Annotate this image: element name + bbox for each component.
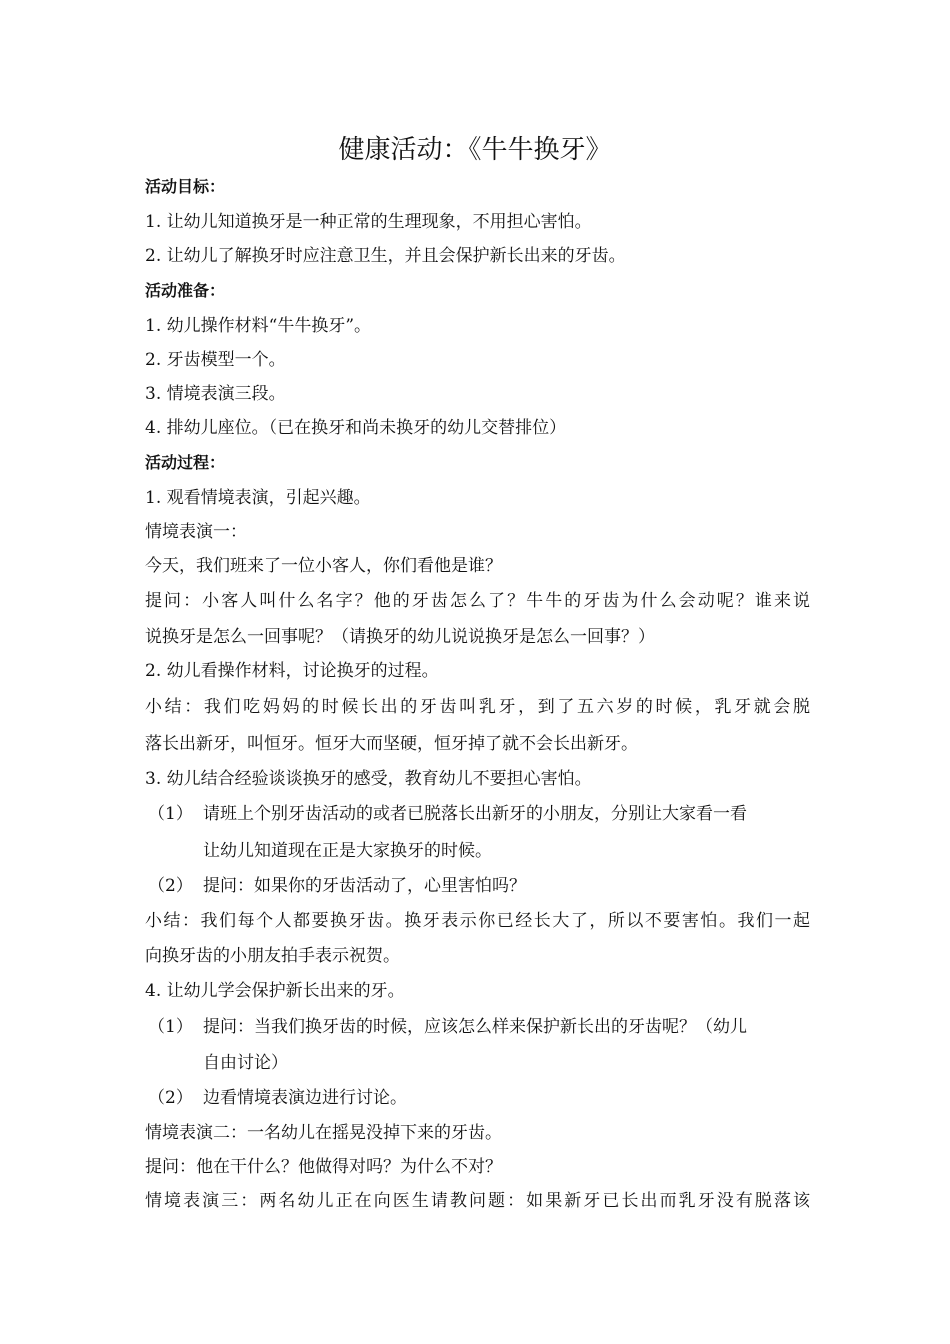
question-2-text: 提问：他在干什么？他做得对吗？为什么不对？ xyxy=(145,1157,502,1177)
preparation-item-3: 3. 情境表演三段。 xyxy=(145,384,286,404)
goal-item-1: 1. 让幼儿知道换牙是一种正常的生理现象，不用担心害怕。 xyxy=(145,212,592,232)
step-3-sub-1-number: （1） xyxy=(148,804,193,824)
step-3-sub-1 xyxy=(148,802,813,826)
preparation-heading: 活动准备： xyxy=(145,281,226,300)
summary-1-line-2: 落长出新牙，叫恒牙。恒牙大而坚硬，恒牙掉了就不会长出新牙。 xyxy=(145,734,638,754)
step-4-sub-2-text: 边看情境表演边进行讨论。 xyxy=(203,1088,407,1108)
process-heading: 活动过程： xyxy=(145,453,226,472)
summary-1-line-1: 小结：我们吃妈妈的时候长出的牙齿叫乳牙，到了五六岁的时候，乳牙就会脱 xyxy=(145,697,810,717)
step-3-sub-1-text: 请班上个别牙齿活动的或者已脱落长出新牙的小朋友，分别让大家看一看 xyxy=(203,804,747,824)
step-4-sub-2-number: （2） xyxy=(148,1088,193,1108)
scene-2-text: 情境表演二：一名幼儿在摇晃没掉下来的牙齿。 xyxy=(145,1123,502,1143)
goals-heading: 活动目标： xyxy=(145,177,226,196)
process-step-3: 3. 幼儿结合经验谈谈换牙的感受，教育幼儿不要担心害怕。 xyxy=(145,769,592,789)
step-3-sub-2-text: 提问：如果你的牙齿活动了，心里害怕吗？ xyxy=(203,876,526,896)
summary-2-line-1: 小结：我们每个人都要换牙齿。换牙表示你已经长大了，所以不要害怕。我们一起 xyxy=(145,911,810,931)
document-title: 健康活动：《牛牛换牙》 xyxy=(338,135,612,165)
step-3-sub-1-continuation: 让幼儿知道现在正是大家换牙的时候。 xyxy=(203,841,492,861)
step-3-sub-2 xyxy=(148,874,813,898)
step-4-sub-1-continuation: 自由讨论） xyxy=(203,1053,288,1073)
goal-item-2: 2. 让幼儿了解换牙时应注意卫生，并且会保护新长出来的牙齿。 xyxy=(145,246,626,266)
process-step-2: 2. 幼儿看操作材料，讨论换牙的过程。 xyxy=(145,661,439,681)
step-4-sub-1-text: 提问：当我们换牙齿的时候，应该怎么样来保护新长出的牙齿呢？（幼儿 xyxy=(203,1017,747,1037)
summary-2-line-2: 向换牙齿的小朋友拍手表示祝贺。 xyxy=(145,946,400,966)
preparation-item-2: 2. 牙齿模型一个。 xyxy=(145,350,286,370)
step-4-sub-1-number: （1） xyxy=(148,1017,193,1037)
step-3-sub-2-number: （2） xyxy=(148,876,193,896)
scene-3-text: 情境表演三：两名幼儿正在向医生请教问题：如果新牙已长出而乳牙没有脱落该 xyxy=(145,1191,810,1211)
step-4-sub-2 xyxy=(148,1086,813,1110)
preparation-item-4: 4. 排幼儿座位。（已在换牙和尚未换牙的幼儿交替排位） xyxy=(145,418,567,438)
scene-1-text: 今天，我们班来了一位小客人，你们看他是谁？ xyxy=(145,556,502,576)
process-step-4: 4. 让幼儿学会保护新长出来的牙。 xyxy=(145,981,405,1001)
step-4-sub-1 xyxy=(148,1015,813,1039)
preparation-item-1: 1. 幼儿操作材料“牛牛换牙”。 xyxy=(145,316,372,336)
scene-1-label: 情境表演一： xyxy=(145,522,247,542)
question-1-line-1: 提问：小客人叫什么名字？他的牙齿怎么了？牛牛的牙齿为什么会动呢？谁来说 xyxy=(145,591,810,611)
question-1-line-2: 说换牙是怎么一回事呢？（请换牙的幼儿说说换牙是怎么一回事？） xyxy=(145,627,655,647)
process-step-1: 1. 观看情境表演，引起兴趣。 xyxy=(145,488,371,508)
